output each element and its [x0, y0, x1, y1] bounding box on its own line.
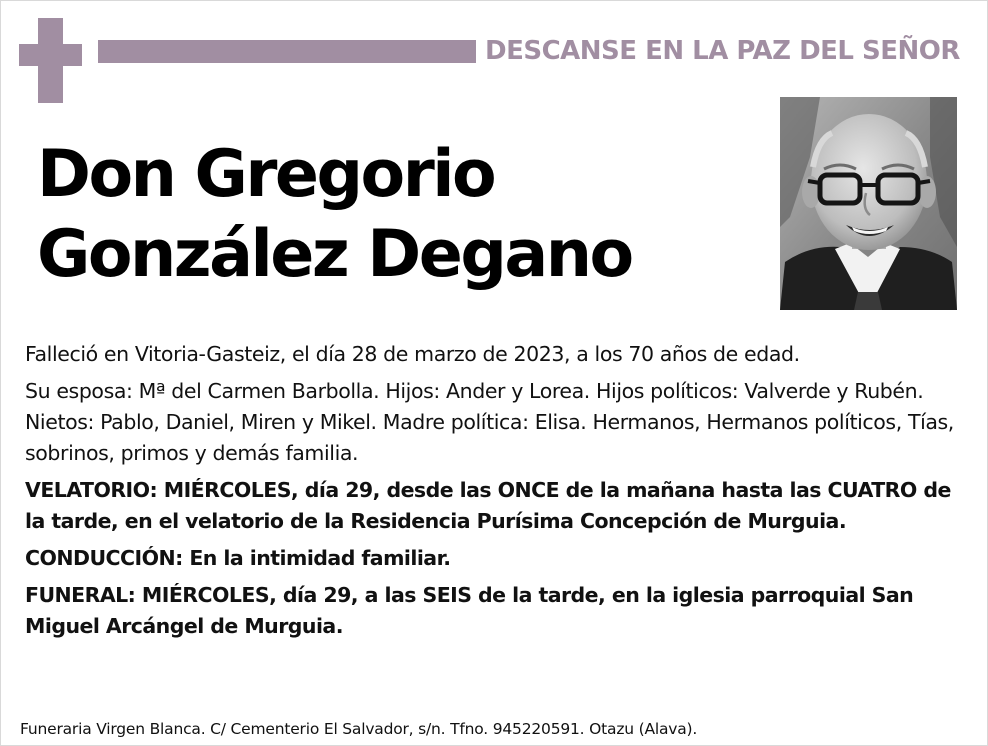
- procession-details: CONDUCCIÓN: En la intimidad familiar.: [25, 546, 451, 570]
- deceased-name: [37, 135, 632, 295]
- portrait-illustration: [780, 97, 957, 310]
- death-announcement: Falleció en Vitoria-Gasteiz, el día 28 de marzo de 2023, a los 70 años de edad.: [25, 342, 800, 366]
- cross-horizontal: [19, 44, 82, 66]
- family-list: Su esposa: Mª del Carmen Barbolla. Hijos: Ander y Lorea. Hijos políticos: Valverde y Rubén. Nietos: Pablo, Daniel, Miren y Mikel. Madre política: Elisa. Hermanos, Hermanos políticos, Tías, sobrinos, primos y demás familia.: [25, 379, 954, 465]
- portrait-photo: [780, 97, 957, 310]
- deceased-name-line2: González Degano: [37, 217, 632, 292]
- deceased-name-line1: Don Gregorio: [37, 137, 495, 212]
- funeral-home-footer: Funeraria Virgen Blanca. C/ Cementerio El Salvador, s/n. Tfno. 945220591. Otazu (Alava).: [20, 720, 698, 738]
- header-motto: DESCANSE EN LA PAZ DEL SEÑOR: [485, 36, 960, 66]
- wake-details: VELATORIO: MIÉRCOLES, día 29, desde las ONCE de la mañana hasta las CUATRO de la tarde, en el velatorio de la Residencia Purísima Concepción de Murguia.: [25, 478, 951, 533]
- header-rule: [98, 40, 476, 63]
- funeral-details: FUNERAL: MIÉRCOLES, día 29, a las SEIS de la tarde, en la iglesia parroquial San Miguel Arcángel de Murguia.: [25, 583, 914, 638]
- notice-body: [25, 339, 965, 648]
- cross-icon: [19, 18, 82, 103]
